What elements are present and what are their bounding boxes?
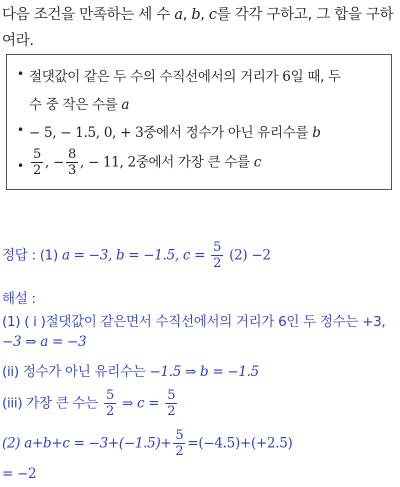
solution-line-5 (2, 428, 292, 459)
bullet: • (17, 159, 24, 173)
condition-1-line2 (29, 93, 129, 113)
condition-1-line2-text: 수 중 작은 수를 (29, 97, 122, 113)
fraction (66, 147, 78, 178)
condition-1-end: 일 때, 두 (290, 69, 341, 85)
var-c: c (208, 7, 217, 23)
var-a: a (121, 97, 130, 113)
answer-line (2, 240, 271, 271)
solution-label: 해설 : (2, 291, 36, 307)
solution-line-6: = −2 (2, 466, 37, 482)
condition-2-text: 중에서 정수가 아닌 유리수를 (143, 125, 313, 141)
condition-3 (17, 147, 261, 178)
answer-part-2: (2) −2 (225, 247, 271, 264)
question-part2: 를 각각 구하고, 그 합을 구하여라. (2, 7, 394, 49)
answer-values: a = −3, b = −1.5, c = (61, 247, 210, 264)
fraction-denominator: 2 (33, 163, 41, 178)
condition-2 (17, 121, 321, 141)
var-c: c (253, 154, 261, 171)
condition-3-numbers: , − 11, 2 (79, 154, 136, 171)
fraction-numerator: 5 (175, 428, 184, 443)
solution-line-4 (2, 388, 179, 419)
fraction-denominator: 3 (67, 163, 76, 178)
var-b: b (191, 7, 201, 23)
solution-line-3-text: (ii) 정수가 아닌 유리수는 (2, 364, 150, 380)
solution-line-4-math: ⇒ c = (117, 395, 164, 412)
solution-line-4-text: (iii) 가장 큰 수는 (2, 395, 102, 412)
answer-part-1: (1) (39, 247, 62, 264)
condition-1-text: 절댓값이 같은 두 수의 수직선에서의 거리가 (29, 69, 283, 85)
bullet: • (17, 123, 24, 137)
condition-2-numbers: − 5, − 1.5, 0, + 3 (29, 125, 144, 141)
answer-label: 정답 : (2, 247, 40, 264)
fraction-numerator: 5 (167, 388, 176, 403)
fraction-numerator: 8 (67, 147, 76, 162)
question-text (2, 2, 398, 54)
comma: , (182, 7, 192, 23)
fraction (165, 388, 177, 419)
fraction-denominator: 2 (105, 404, 114, 419)
var-a: a (174, 7, 183, 23)
bullet: • (17, 67, 24, 81)
fraction (104, 388, 116, 419)
solution-line-5-left: (2) a+b+c = −3+(−1.5)+ (2, 435, 172, 452)
comma: , (200, 7, 209, 23)
fraction-denominator: 2 (175, 444, 184, 459)
fraction (173, 428, 185, 459)
fraction-numerator: 5 (105, 388, 114, 403)
conditions-box (6, 54, 392, 190)
question-part1: 다음 조건을 만족하는 세 수 (2, 7, 175, 23)
solution-line-2: −3 ⇒ a = −3 (2, 334, 87, 350)
solution-line-3 (2, 360, 259, 380)
fraction-numerator: 5 (213, 240, 222, 255)
fraction-denominator: 2 (213, 256, 222, 271)
fraction (31, 147, 43, 178)
condition-1 (17, 65, 384, 85)
solution-line-1: (1) ( i )절댓값이 같은면서 수직선에서의 거리가 6인 두 정수는 +3, (2, 314, 386, 330)
separator: , − (44, 154, 64, 171)
fraction (211, 240, 223, 271)
fraction-denominator: 2 (167, 404, 176, 419)
solution-line-5-right: =(−4.5)+(+2.5) (187, 435, 293, 452)
var-b: b (312, 125, 321, 141)
condition-3-text: 중에서 가장 큰 수를 (135, 154, 254, 171)
fraction-numerator: 5 (33, 147, 41, 162)
solution-line-3-math: −1.5 ⇒ b = −1.5 (149, 364, 259, 380)
condition-1-number: 6 (282, 69, 291, 85)
